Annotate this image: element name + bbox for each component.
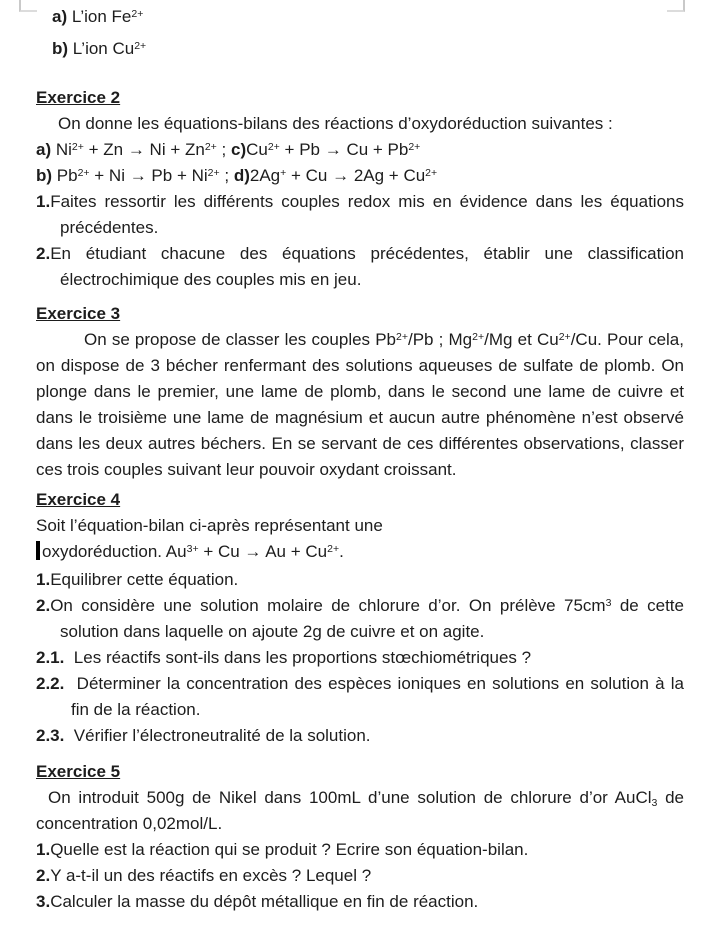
exercise-4-question-1: 1.Equilibrer cette équation. (36, 570, 239, 589)
exercise-4-intro-line-2: oxydoréduction. $Au^{3+} + Cu \to Au + Cu^{2+}$. (36, 539, 684, 565)
crop-corner-right-icon (667, 0, 685, 12)
exercise-4-question-2: 2.On considère une solution molaire de chlorure d’or. On prélève $75cm^3$ de cette solution dans laquelle on ajoute 2g de cuivre et on agite. (36, 596, 684, 641)
exercise-2-question-1: 1.Faites ressortir les différents couples redox mis en évidence dans les équations précédentes. (36, 192, 684, 237)
crop-corner-left-icon (19, 0, 37, 12)
exercise-5-intro: On introduit 500g de Nikel dans 100mL d’une solution de chlorure d’or AuCl$_3$ de concentration 0,02mol/L. (36, 788, 684, 833)
exercise-5-heading: Exercice 5 (36, 762, 121, 781)
exercise-4-question-2-2: 2.2. Déterminer la concentration des espèces ioniques en solutions en solution à la fin de la réaction. (36, 674, 684, 719)
list-item-a: a) L’ion $Fe^{2+}$ (52, 7, 144, 26)
exercise-2-intro: On donne les équations-bilans des réactions d’oxydoréduction suivantes : (58, 114, 613, 133)
text-cursor-bar (36, 541, 40, 560)
list-item-b: b) L’ion $Cu^{2+}$ (52, 39, 147, 58)
exercise-2-question-2: 2.En étudiant chacune des équations précédentes, établir une classification électrochimique des couples mis en jeu. (36, 244, 684, 289)
exercise-2-equations-ac: a) $Ni^{2+} + Zn \to Ni + Zn^{2+}$ ; $c)Cu^{2+} + Pb \to Cu + Pb^{2+}$ (36, 140, 421, 159)
exercise-2-equations-bd: b) $Pb^{2+} + Ni \to Pb + Ni^{2+}$ ; $d)2Ag^+ + Cu \to 2Ag + Cu^{2+}$ (36, 166, 438, 185)
exercise-4-intro-line-1: Soit l’équation-bilan ci-après représentant une (36, 516, 383, 535)
exercise-4-question-2-1: 2.1. Les réactifs sont-ils dans les proportions stœchiométriques ? (36, 648, 532, 667)
exercise-5-question-2: 2.Y a-t-il un des réactifs en excès ? Lequel ? (36, 866, 372, 885)
exercise-3-text: On se propose de classer les couples $Pb^{2+}/Pb$ ; $Mg^{2+}/Mg$ et $Cu^{2+}/Cu$. Pour cela, on dispose de 3 bécher renfermant des solutions aqueuses de sulfate de plomb. On plonge dans le premier, une lame de plomb, dans le second une lame de cuivre et dans le troisième une lame de magnésium et aucun autre phénomène n’est observé dans les deux autres béchers. En se servant de ces différentes observations, classer ces trois couples suivant leur pouvoir oxydant croissant. (36, 330, 684, 479)
exercise-5-question-1: 1.Quelle est la réaction qui se produit ? Ecrire son équation-bilan. (36, 840, 529, 859)
exercise-4-question-2-3: 2.3. Vérifier l’électroneutralité de la solution. (36, 726, 371, 745)
exercise-4-heading: Exercice 4 (36, 490, 121, 509)
exercise-5-question-3: 3.Calculer la masse du dépôt métallique en fin de réaction. (36, 892, 479, 911)
exercise-3-heading: Exercice 3 (36, 304, 121, 323)
exercise-2-heading: Exercice 2 (36, 88, 121, 107)
